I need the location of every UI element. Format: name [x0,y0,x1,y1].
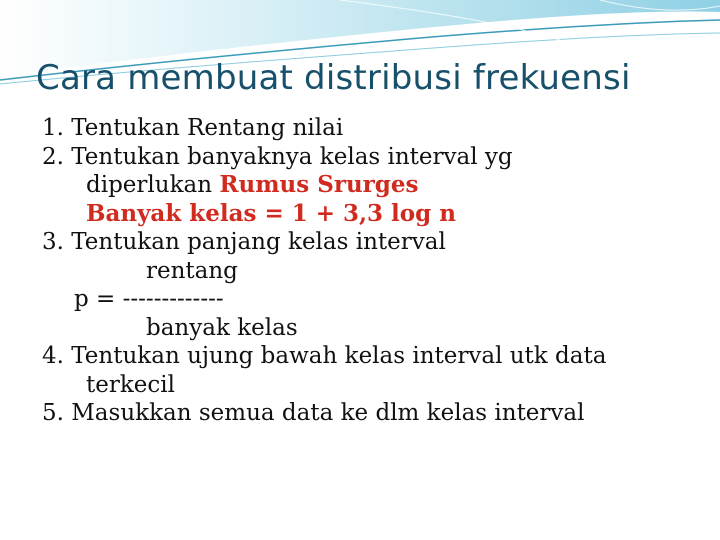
formula-name: Rumus Srurges [219,171,419,198]
step-2: 2. Tentukan banyaknya kelas interval yg [42,143,513,170]
step-3: 3. Tentukan panjang kelas interval [42,229,446,255]
step-5: 5. Masukkan semua data ke dlm kelas interval [42,400,585,426]
step-2-text: diperlukan [86,172,220,198]
step-2-continuation [42,171,702,200]
fraction-line: p = ------------- [74,286,224,312]
fraction-denominator: banyak kelas [146,314,298,341]
step-4-continuation: terkecil [86,371,175,398]
formula: Banyak kelas = 1 + 3,3 log n [86,199,456,227]
content-body [42,114,702,428]
step-4: 4. Tentukan ujung bawah kelas interval utk data [42,343,607,369]
step-1: 1. Tentukan Rentang nilai [42,115,344,141]
page-title: Cara membuat distribusi frekuensi [36,58,631,98]
fraction-numerator: rentang [146,257,238,284]
